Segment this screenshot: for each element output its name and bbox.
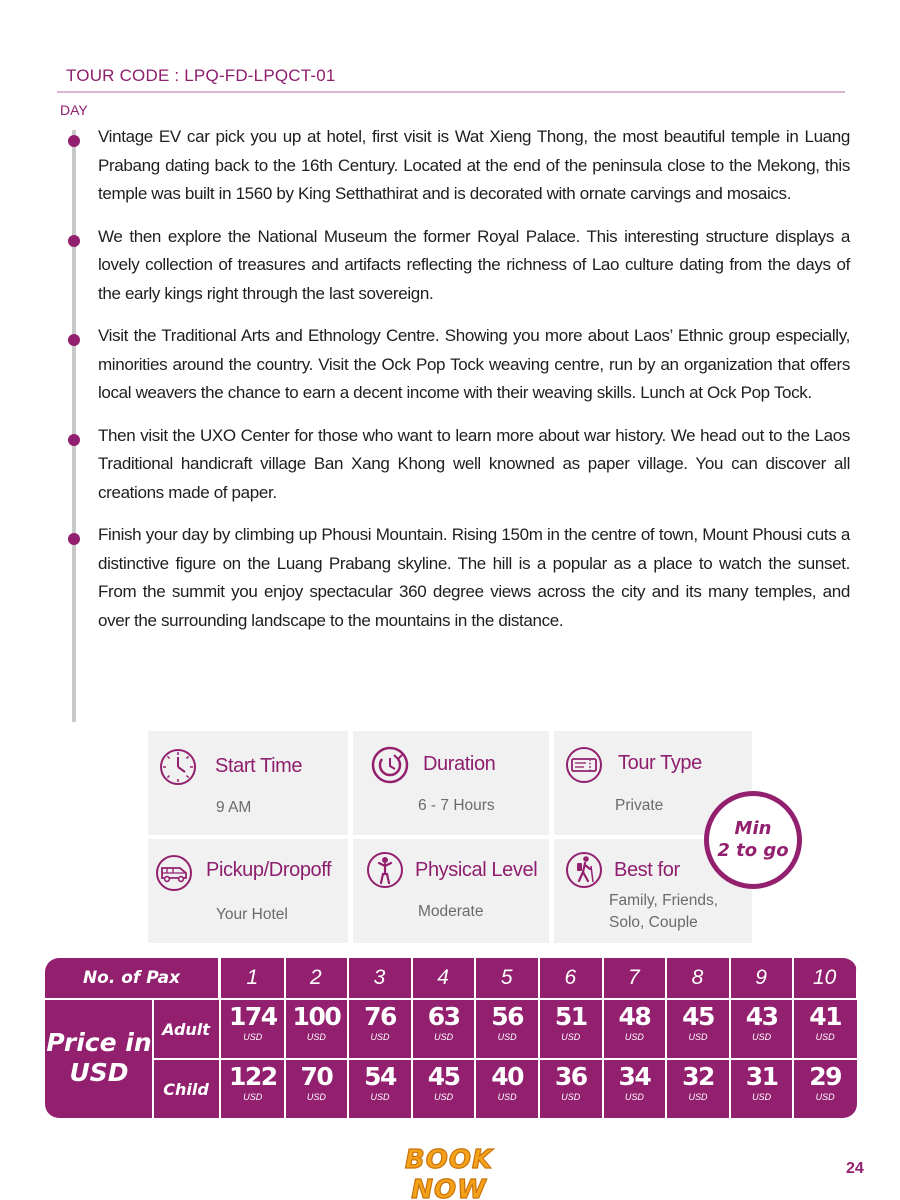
min-badge-line: 2 to go xyxy=(717,840,789,861)
adult-price: 174 xyxy=(228,1002,277,1031)
pax-count: 4 xyxy=(412,958,476,998)
currency-label: USD xyxy=(815,1092,835,1102)
itinerary-text: We then explore the National Museum the former Royal Palace. This interesting structure displays a lovely collection of treasures and artifacts reflecting the richness of Lao culture dating from the days of the early kings right through the last sovereign. xyxy=(98,226,850,303)
adult-price-cell xyxy=(730,1000,794,1058)
min-badge-line: Min xyxy=(734,818,772,839)
adult-price: 45 xyxy=(682,1002,714,1031)
adult-price-cell xyxy=(603,1000,667,1058)
itinerary-item xyxy=(60,322,850,408)
currency-label: USD xyxy=(561,1092,581,1102)
currency-label: USD xyxy=(815,1032,835,1042)
adult-price: 100 xyxy=(292,1002,341,1031)
physical-level-label: Physical Level xyxy=(415,859,538,881)
header-divider xyxy=(57,91,845,93)
adult-label: Adult xyxy=(162,1019,210,1039)
page-number: 24 xyxy=(846,1160,864,1177)
price-in-usd-label xyxy=(45,998,153,1118)
child-price-cell xyxy=(221,1060,285,1118)
person-icon xyxy=(365,850,405,890)
start-time-value: 9 AM xyxy=(216,799,252,816)
itinerary-item xyxy=(60,123,850,209)
child-price: 36 xyxy=(554,1062,587,1091)
table-divider xyxy=(152,998,154,1118)
child-price-cell xyxy=(285,1060,349,1118)
bullet-dot-icon xyxy=(68,135,80,147)
adult-price-cell xyxy=(539,1000,603,1058)
adult-price: 76 xyxy=(364,1002,396,1031)
child-price-cell xyxy=(412,1060,476,1118)
table-divider xyxy=(665,958,667,1118)
child-price: 31 xyxy=(745,1062,778,1091)
clock-icon xyxy=(158,747,198,787)
adult-price-cell xyxy=(793,1000,857,1058)
info-pickup xyxy=(148,839,348,943)
tour-code: TOUR CODE : LPQ-FD-LPQCT-01 xyxy=(66,66,336,85)
price-label-line: USD xyxy=(69,1058,129,1087)
day-label: DAY xyxy=(60,102,88,118)
adult-price-cell xyxy=(285,1000,349,1058)
currency-label: USD xyxy=(497,1032,517,1042)
best-for-value-line: Family, Friends, xyxy=(609,892,719,909)
child-price-cell xyxy=(475,1060,539,1118)
table-divider xyxy=(284,958,286,1118)
child-price: 122 xyxy=(228,1062,277,1091)
itinerary-text: Vintage EV car pick you up at hotel, first visit is Wat Xieng Thong, the most beautiful temple in Luang Prabang dating back to the 16th Century. Located at the end of the peninsula close to the Mekong, this temple was built in 1560 by King Setthathirat and is decorated with ornate carvings and mosaics. xyxy=(98,127,850,203)
pax-count: 1 xyxy=(221,958,285,998)
physical-level-value: Moderate xyxy=(418,903,484,920)
duration-label: Duration xyxy=(423,753,496,775)
pax-count: 3 xyxy=(348,958,412,998)
child-price-cell xyxy=(793,1060,857,1118)
child-price-cell xyxy=(730,1060,794,1118)
adult-price: 56 xyxy=(491,1002,524,1031)
child-price: 40 xyxy=(491,1062,524,1091)
currency-label: USD xyxy=(688,1032,708,1042)
currency-label: USD xyxy=(688,1092,708,1102)
adult-price-cell xyxy=(348,1000,412,1058)
best-for-label: Best for xyxy=(614,859,680,881)
hiker-icon xyxy=(564,850,604,890)
bullet-dot-icon xyxy=(68,434,80,446)
price-table xyxy=(45,958,857,1118)
adult-price-cell xyxy=(475,1000,539,1058)
currency-label: USD xyxy=(434,1032,454,1042)
child-price-cell xyxy=(666,1060,730,1118)
price-label-line: Price in xyxy=(46,1028,152,1057)
currency-label: USD xyxy=(306,1032,326,1042)
child-price-cell xyxy=(348,1060,412,1118)
currency-label: USD xyxy=(306,1092,326,1102)
pax-count: 6 xyxy=(539,958,603,998)
currency-label: USD xyxy=(752,1092,772,1102)
itinerary-item xyxy=(60,521,850,635)
tour-info-grid xyxy=(148,731,752,943)
adult-price: 48 xyxy=(618,1002,651,1031)
table-divider xyxy=(602,958,604,1118)
info-duration xyxy=(353,731,549,835)
child-price: 29 xyxy=(809,1062,842,1091)
child-price-cell xyxy=(603,1060,667,1118)
info-start-time xyxy=(148,731,348,835)
best-for-value xyxy=(609,890,718,934)
tour-type-label: Tour Type xyxy=(618,752,702,774)
currency-label: USD xyxy=(243,1032,263,1042)
pax-count: 7 xyxy=(603,958,667,998)
pickup-label: Pickup/Dropoff xyxy=(206,859,332,881)
book-now-button[interactable]: BOOK NOW xyxy=(365,1145,533,1181)
adult-price: 43 xyxy=(745,1002,778,1031)
currency-label: USD xyxy=(624,1032,644,1042)
currency-label: USD xyxy=(434,1092,454,1102)
pax-count: 5 xyxy=(475,958,539,998)
bullet-dot-icon xyxy=(68,334,80,346)
bullet-dot-icon xyxy=(68,235,80,247)
itinerary-item xyxy=(60,422,850,508)
min-pax-badge xyxy=(704,791,802,889)
table-divider xyxy=(729,958,731,1118)
itinerary-list xyxy=(60,123,850,649)
tour-type-value: Private xyxy=(615,797,664,814)
table-divider xyxy=(792,958,794,1118)
itinerary-text: Then visit the UXO Center for those who want to learn more about war history. We head out to the Laos Traditional handicraft village Ban Xang Khong well knowned as paper village. You can discover all creations made of paper. xyxy=(98,425,850,502)
adult-price: 41 xyxy=(809,1002,842,1031)
currency-label: USD xyxy=(370,1032,390,1042)
start-time-label: Start Time xyxy=(215,755,303,777)
duration-value: 6 - 7 Hours xyxy=(418,797,495,814)
currency-label: USD xyxy=(370,1092,390,1102)
child-price: 34 xyxy=(618,1062,651,1091)
table-divider xyxy=(474,958,476,1118)
best-for-value-line: Solo, Couple xyxy=(609,914,698,931)
adult-price: 51 xyxy=(554,1002,587,1031)
currency-label: USD xyxy=(497,1092,517,1102)
currency-label: USD xyxy=(752,1032,772,1042)
adult-price-cell xyxy=(412,1000,476,1058)
bullet-dot-icon xyxy=(68,533,80,545)
ticket-icon xyxy=(564,745,604,785)
currency-label: USD xyxy=(243,1092,263,1102)
child-price: 70 xyxy=(300,1062,333,1091)
timer-icon xyxy=(370,745,410,785)
itinerary-text: Visit the Traditional Arts and Ethnology Centre. Showing you more about Laos’ Ethnic group especially, minorities around the country. Visit the Ock Pop Tock weaving centre, run by an organization that offers local weavers the chance to earn a decent income with their weaving skills. Lunch at Ock Pop Tock. xyxy=(98,326,850,402)
table-divider xyxy=(347,958,349,1118)
pax-count: 2 xyxy=(285,958,349,998)
adult-price-cell xyxy=(666,1000,730,1058)
child-price: 32 xyxy=(682,1062,714,1091)
pax-header: No. of Pax xyxy=(45,958,219,998)
adult-price-cell xyxy=(221,1000,285,1058)
child-price: 54 xyxy=(364,1062,396,1091)
currency-label: USD xyxy=(561,1032,581,1042)
pax-count: 10 xyxy=(793,958,857,998)
child-label: Child xyxy=(163,1079,209,1099)
pax-count: 9 xyxy=(730,958,794,998)
child-price: 45 xyxy=(427,1062,460,1091)
child-price-cell xyxy=(539,1060,603,1118)
table-divider xyxy=(411,958,413,1118)
van-icon xyxy=(154,853,194,893)
itinerary-text: Finish your day by climbing up Phousi Mountain. Rising 150m in the centre of town, Mount Phousi cuts a distinctive figure on the Luang Prabang skyline. The hill is a popular as a place to watch the sunset. From the summit you enjoy spectacular 360 degree views across the city and its many temples, and over the surrounding landscape to the mountains in the distance. xyxy=(98,525,850,630)
pax-count: 8 xyxy=(666,958,730,998)
table-divider xyxy=(538,958,540,1118)
currency-label: USD xyxy=(624,1092,644,1102)
adult-price: 63 xyxy=(427,1002,460,1031)
itinerary-item xyxy=(60,223,850,309)
pickup-value: Your Hotel xyxy=(216,906,288,923)
info-physical-level xyxy=(353,839,549,943)
